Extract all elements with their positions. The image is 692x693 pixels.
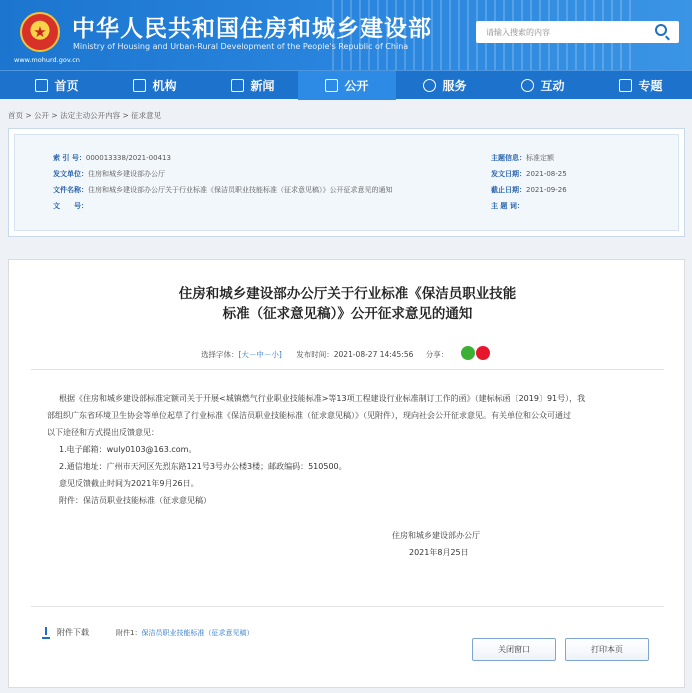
home-icon [35,79,48,92]
nav-item-topic[interactable]: 专题 [592,71,690,100]
signature-date: 2021年8月25日 [409,548,469,557]
nav-item-interaction[interactable]: 互动 [494,71,592,100]
download-icon [41,627,51,639]
article-panel [8,259,685,688]
national-emblem-icon: ★ [20,12,60,52]
search-input[interactable]: 请输入搜索的内容 [486,28,550,37]
building-icon [133,79,146,92]
nav-item-home[interactable]: 首页 [8,71,106,100]
body-paragraph-3: 以下途径和方式提出反馈意见： [47,428,159,437]
nav-item-institutions[interactable]: 机构 [106,71,204,100]
search-box[interactable] [476,21,679,43]
article-title-line1: 住房和城乡建设部办公厅关于行业标准《保洁员职业技能 [178,286,517,302]
weibo-share-icon[interactable] [476,346,490,360]
document-meta-inner [14,134,679,231]
meta-index: 索 引 号：000013338/2021-00413 [53,154,171,162]
nav-item-disclosure[interactable]: 公开 [298,71,396,100]
search-icon[interactable] [655,24,667,36]
document-meta-panel [8,128,685,237]
body-paragraph-2: 部组织广东省环境卫生协会等单位起草了行业标准《保洁员职业技能标准（征求意见稿）》（见附件），现向社会公开征求意见。有关单位和公众可通过 [47,411,571,420]
font-size-selector[interactable]: [大－中－小] [238,350,282,359]
body-attachment: 附件：保洁员职业技能标准（征求意见稿） [59,496,211,505]
attachment-item: 附件1：保洁员职业技能标准（征求意见稿） [116,629,254,637]
main-nav [0,70,692,99]
body-paragraph-1: 根据《住房和城乡建设部标准定额司关于开展<城镇燃气行业职业技能标准>等13项工程建设行业标准制订工作的函》（建标标函〔2019〕91号），我 [59,394,586,403]
topic-icon [619,79,632,92]
meta-issuer: 发文单位：住房和城乡建设部办公厅 [53,170,165,178]
article-divider [31,369,664,370]
publish-time: 发布时间：2021-08-27 14:45:56 [296,350,414,359]
meta-deadline: 截止日期：2021-09-26 [491,186,567,194]
attachment-divider [31,606,664,607]
share-label: 分享： [425,350,449,359]
body-address: 2.通信地址：广州市天河区先烈东路121号3号办公楼3楼；邮政编码：510500。 [59,462,347,471]
wechat-share-icon[interactable] [461,346,475,360]
site-header [0,0,692,70]
nav-item-service[interactable]: 服务 [396,71,494,100]
meta-date: 发文日期：2021-08-25 [491,170,567,178]
site-url: www.mohurd.gov.cn [14,56,80,64]
site-title[interactable]: 中华人民共和国住房和城乡建设部 [72,15,432,42]
article-title-line2: 标准（征求意见稿）》公开征求意见的通知 [222,306,473,322]
breadcrumb[interactable]: 首页 > 公开 > 法定主动公开内容 > 征求意见 [8,111,162,120]
nav-item-news[interactable]: 新闻 [204,71,302,100]
meta-topic: 主题信息：标准定额 [491,154,554,162]
font-size-label: 选择字体： [201,350,239,359]
meta-docname: 文件名称：住房和城乡建设部办公厅关于行业标准《保洁员职业技能标准（征求意见稿）》公开征求意见的通知 [53,186,393,194]
news-icon [231,79,244,92]
article-tools [201,349,448,360]
print-page-button[interactable]: 打印本页 [565,638,649,661]
interaction-icon [521,79,534,92]
body-deadline: 意见反馈截止时间为2021年9月26日。 [59,479,199,488]
site-subtitle: Ministry of Housing and Urban-Rural Development of the People's Republic of China [73,42,409,51]
attachment-link[interactable]: 保洁员职业技能标准（征求意见稿） [141,629,254,637]
download-label: 附件下载 [57,628,89,637]
meta-keywords: 主 题 词： [491,202,524,210]
close-window-button[interactable]: 关闭窗口 [472,638,556,661]
signature-org: 住房和城乡建设部办公厅 [392,531,480,540]
meta-docno: 文 号： [53,202,88,210]
service-icon [423,79,436,92]
body-email: 1.电子邮箱：wuly0103@163.com。 [59,445,197,454]
disclosure-icon [325,79,338,92]
